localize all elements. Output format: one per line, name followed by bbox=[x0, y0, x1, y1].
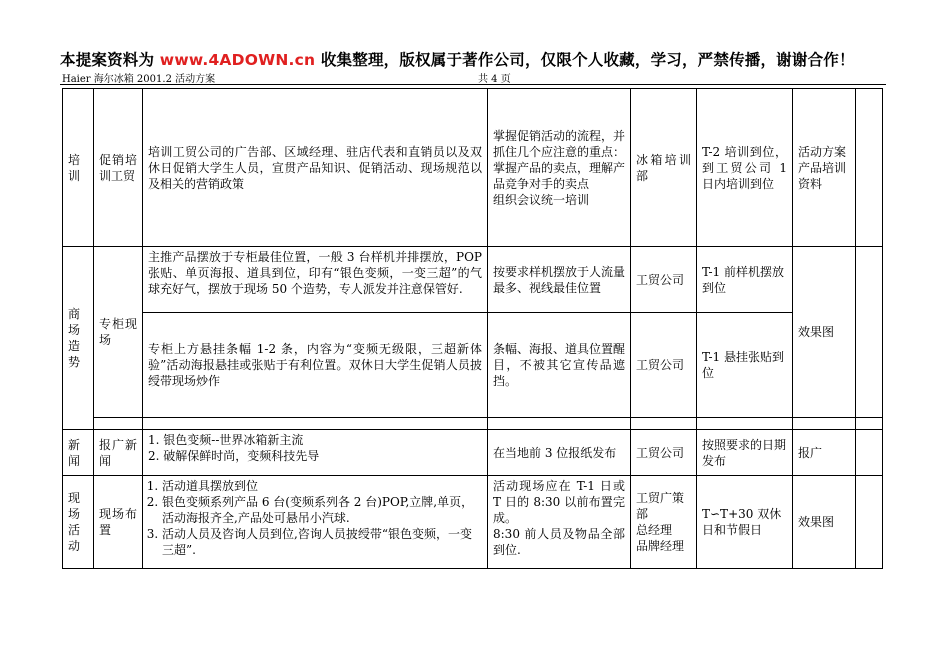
site-point: 3. 活动人员及咨询人员到位,咨询人员披绶带“银色变频，一变三超”. bbox=[162, 526, 482, 558]
empty-cell bbox=[856, 476, 883, 569]
activity-plan-table bbox=[62, 88, 883, 569]
empty-cell bbox=[856, 247, 883, 418]
empty-cell bbox=[143, 418, 488, 430]
content-cell bbox=[143, 430, 488, 476]
remark-cell: 效果图 bbox=[793, 247, 856, 418]
time-cell: T∽T+30 双休日和节假日 bbox=[697, 476, 793, 569]
category-cell: 培训 bbox=[63, 89, 94, 247]
banner-prefix: 本提案资料为 bbox=[60, 51, 160, 69]
content-cell: 专柜上方悬挂条幅 1-2 条，内容为“变频无级限，三超新体验”活动海报悬挂或张贴于有利位置。双休日大学生促销人员披绶带现场炒作 bbox=[143, 313, 488, 418]
banner-suffix: 收集整理，版权属于著作公司，仅限个人收藏，学习，严禁传播，谢谢合作！ bbox=[315, 51, 855, 69]
owner-cell: 工贸公司 bbox=[631, 313, 697, 418]
site-point: 2. 银色变频系列产品 6 台(变频系列各 2 台)POP,立牌,单页，活动海报齐全,产品处可悬吊小汽球. bbox=[162, 494, 482, 526]
time-cell: T-1 前样机摆放到位 bbox=[697, 247, 793, 313]
time-cell: 按照要求的日期发布 bbox=[697, 430, 793, 476]
site-point: 1. 活动道具摆放到位 bbox=[162, 478, 482, 494]
empty-cell bbox=[631, 418, 697, 430]
item-cell: 专柜现场 bbox=[94, 247, 143, 418]
table-row bbox=[63, 430, 883, 476]
requirement-cell: 掌握促销活动的流程，并抓住几个应注意的重点：掌握产品的卖点，理解产品竞争对手的卖点 组织会议统一培训 bbox=[488, 89, 631, 247]
content-cell: 培训工贸公司的广告部、区域经理、驻店代表和直销员以及双休日促销大学生人员，宣贯产品知识、促销活动、现场规范以及相关的营销政策 bbox=[143, 89, 488, 247]
document-header-title: Haier 海尔冰箱 2001.2 活动方案 bbox=[62, 74, 216, 85]
owner-cell: 工贸广策部 总经理 品牌经理 bbox=[631, 476, 697, 569]
item-cell: 促销培训工贸 bbox=[94, 89, 143, 247]
requirement-cell: 按要求样机摆放于人流量最多、视线最佳位置 bbox=[488, 247, 631, 313]
category-cell: 现场活动 bbox=[63, 476, 94, 569]
remark-cell: 报广 bbox=[793, 430, 856, 476]
owner-cell: 工贸公司 bbox=[631, 430, 697, 476]
header-divider bbox=[60, 84, 886, 85]
table-row bbox=[63, 313, 883, 418]
remark-cell: 效果图 bbox=[793, 476, 856, 569]
empty-cell bbox=[488, 418, 631, 430]
requirement-cell: 活动现场应在 T-1 日或 T 日的 8:30 以前布置完成。 8:30 前人员及物品全部到位. bbox=[488, 476, 631, 569]
empty-cell bbox=[856, 89, 883, 247]
table-row bbox=[63, 247, 883, 313]
content-cell bbox=[143, 476, 488, 569]
item-cell: 报广新闻 bbox=[94, 430, 143, 476]
banner-url[interactable]: www.4ADOWN.cn bbox=[159, 51, 316, 69]
item-cell: 现场布置 bbox=[94, 476, 143, 569]
page-count: 共 4 页 bbox=[478, 74, 511, 85]
news-point: 1. 银色变频--世界冰箱新主流 bbox=[148, 433, 304, 447]
table-row bbox=[63, 476, 883, 569]
empty-cell bbox=[856, 430, 883, 476]
requirement-cell: 条幅、海报、道具位置醒目，不被其它宣传品遮挡。 bbox=[488, 313, 631, 418]
time-cell: T-1 悬挂张贴到位 bbox=[697, 313, 793, 418]
news-point: 2. 破解保鲜时尚，变频科技先导 bbox=[148, 449, 320, 463]
owner-cell: 冰箱培训部 bbox=[631, 89, 697, 247]
empty-cell bbox=[793, 418, 856, 430]
content-cell: 主推产品摆放于专柜最佳位置，一般 3 台样机并排摆放，POP 张贴、单页海报、道具到位，印有“银色变频，一变三超”的气球充好气，摆放于现场 50 个造势，专人派发并注意保管好. bbox=[143, 247, 488, 313]
time-cell: T-2 培训到位，到工贸公司 1 日内培训到位 bbox=[697, 89, 793, 247]
category-cell: 商场造势 bbox=[63, 247, 94, 430]
empty-cell bbox=[856, 418, 883, 430]
copyright-banner bbox=[60, 48, 900, 70]
category-cell: 新闻 bbox=[63, 430, 94, 476]
table-row bbox=[63, 418, 883, 430]
table-row bbox=[63, 89, 883, 247]
remark-cell: 活动方案 产品培训资料 bbox=[793, 89, 856, 247]
requirement-cell: 在当地前 3 位报纸发布 bbox=[488, 430, 631, 476]
empty-cell bbox=[94, 418, 143, 430]
owner-cell: 工贸公司 bbox=[631, 247, 697, 313]
empty-cell bbox=[697, 418, 793, 430]
